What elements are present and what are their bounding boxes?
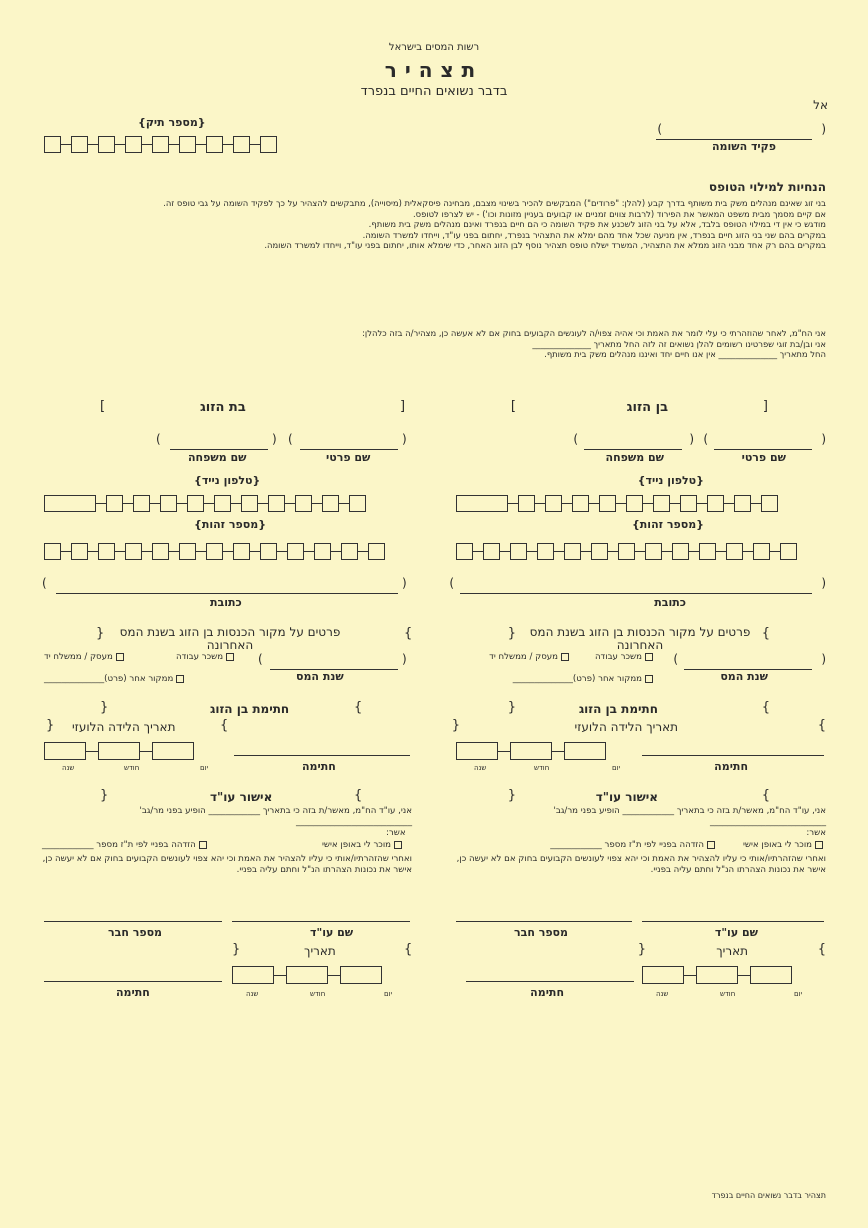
- assessor-label: פקיד השומה: [711, 140, 776, 153]
- instruction-line: אם קיים מסמך מבית משפט המאשר את הפירוד (לרבות צווים זמניים או קבועים בעניין מזונות וכו') - יש לצרפו לטופס.: [412, 208, 826, 219]
- male-heading-close-bracket: ]: [510, 399, 516, 414]
- bracket: }: [354, 700, 363, 715]
- bracket: }: [761, 700, 770, 715]
- female-date-day-label: יום: [384, 990, 393, 998]
- male-heading: בן הזוג: [626, 400, 668, 415]
- female-last-name-field[interactable]: [170, 436, 268, 450]
- opt-label: מעסק / ממשלח יד: [44, 652, 113, 662]
- male-member-no-label: מספר חבר: [513, 926, 568, 939]
- bracket: {: [100, 788, 109, 803]
- male-date-year-label: שנה: [656, 990, 669, 998]
- paren: (: [402, 652, 407, 666]
- female-lawyer-signature-label: חתימה: [116, 986, 150, 999]
- female-last-name-label: שם משפחה: [188, 451, 247, 464]
- male-lawyer-name-label: שם עו"ד: [714, 926, 758, 939]
- bracket: {: [46, 718, 55, 733]
- paren: (: [402, 576, 407, 590]
- bracket: {: [507, 626, 516, 641]
- bracket: {: [637, 942, 646, 957]
- bracket: {: [507, 700, 516, 715]
- declaration-line: החל מתאריך ______________ אין אנו חיים יחד ואיננו מנהלים משק בית משותף.: [544, 349, 826, 359]
- male-lawyer-text1: אני, עו"ד הח"מ, מאשר/ת בזה כי בתאריך ____________ הופיע בפני מר/גב' ___________________________: [553, 806, 826, 827]
- bracket: {: [507, 788, 516, 803]
- female-lawyer-text3: ואחרי שהזהרתיו/אותי כי עליו להצהיר את האמת וכי יהא צפוי לעונשים הקבועים בחוק אם לא יעשה כן, אישר את נכונות הצהרתו הנ"ל וחתם עליה בפניי.: [42, 854, 412, 875]
- female-birth-date-label: תאריך הלידה הלועזי: [72, 720, 176, 734]
- declaration-line: אני ובן/בת זוגי שפרטינו רשומים להלן נשואים זה לזה החל מתאריך ______________: [532, 338, 826, 349]
- instruction-line: מודגש כי אין די במילוי הטופס בלבד, אלא על בני הזוג לשכנע את פקיד השומה כי הם חיים בנפרד ואינם מנהלים משק בית משותף.: [368, 219, 826, 229]
- instruction-line: במקרים בהם שני בני הזוג חיים בנפרד, אין מניעה שכל אחד מהם ימלא את התצהיר בנפרד, יחתום בפני עו"ד, וייחדו למשרד השומה.: [362, 229, 826, 240]
- male-lawyer-signature-label: חתימה: [530, 986, 564, 999]
- paren: (: [821, 576, 826, 590]
- female-opt-known[interactable]: [322, 840, 405, 851]
- assessor-close-paren: ): [657, 122, 662, 136]
- male-lawyer-text3: ואחרי שהזהרתיו/אותי כי עליו להצהיר את האמת וכי יהא צפוי לעונשים הקבועים בחוק אם לא יעשה כן, אישר את נכונות הצהרתו הנ"ל וחתם עליה בפניי.: [456, 854, 826, 875]
- checkbox-icon[interactable]: [815, 841, 823, 849]
- male-address-label: כתובת: [654, 596, 686, 609]
- female-date-boxes[interactable]: [232, 966, 382, 984]
- female-date-year-label: שנה: [246, 990, 259, 998]
- instructions-title: הנחיות למילוי הטופס: [708, 180, 826, 194]
- female-lawyer-name-field[interactable]: [232, 908, 410, 922]
- paren: ): [288, 432, 293, 446]
- female-day-label: יום: [200, 764, 209, 772]
- male-signature-label: חתימה: [714, 760, 748, 773]
- female-birth-date-boxes[interactable]: [44, 742, 194, 760]
- male-mobile-label: {טלפון נייד}: [637, 474, 704, 487]
- bracket: }: [404, 942, 413, 957]
- male-signature-title: חתימת בן הזוג: [578, 702, 658, 716]
- footer-text: תצהיר בדבר נשואים החיים בנפרד: [711, 1191, 826, 1200]
- female-signature-title: חתימת בן הזוג: [210, 702, 290, 716]
- female-address-label: כתובת: [210, 596, 242, 609]
- female-id-boxes[interactable]: [44, 543, 385, 560]
- male-lawyer-title: אישור עו"ד: [595, 790, 658, 804]
- male-date-day-label: יום: [794, 990, 803, 998]
- opt-label: הזדהה בפניי לפי ת"ז מספר ____________: [42, 840, 196, 850]
- bracket: {: [232, 942, 241, 957]
- male-date-boxes[interactable]: [642, 966, 792, 984]
- female-opt-business[interactable]: [44, 652, 127, 663]
- assessor-open-paren: (: [821, 122, 826, 136]
- female-first-name-field[interactable]: [300, 436, 398, 450]
- bracket: ]: [100, 399, 106, 414]
- male-first-name-field[interactable]: [714, 436, 812, 450]
- female-first-name-label: שם פרטי: [326, 451, 371, 464]
- female-tax-year-label: שנת המס: [296, 670, 344, 683]
- instructions-body: [42, 198, 826, 251]
- female-id-label: {מספר זהות}: [194, 518, 267, 531]
- paren: ): [703, 432, 708, 446]
- opt-label: ממקור אחר (פרט)______________: [44, 674, 174, 684]
- female-signature-field[interactable]: [234, 742, 410, 756]
- declaration: [42, 328, 826, 360]
- female-year-label: שנה: [62, 764, 75, 772]
- female-lawyer-title: אישור עו"ד: [210, 790, 273, 804]
- paren: (: [689, 432, 694, 446]
- male-tax-year-label: שנת המס: [720, 670, 768, 683]
- male-address-field[interactable]: [460, 580, 812, 594]
- female-lawyer-name-label: שם עו"ד: [310, 926, 354, 939]
- female-lawyer-text2: אשר:: [386, 828, 406, 838]
- male-opt-other[interactable]: [513, 674, 656, 685]
- female-mobile-label: {טלפון נייד}: [194, 474, 261, 487]
- checkbox-icon[interactable]: [707, 841, 715, 849]
- form-title: תצהיר: [384, 58, 484, 82]
- bracket: }: [761, 788, 770, 803]
- female-address-field[interactable]: [56, 580, 398, 594]
- male-tax-year-field[interactable]: [684, 656, 812, 670]
- paren: ): [573, 432, 578, 446]
- paren: (: [821, 652, 826, 666]
- bracket: }: [761, 626, 770, 641]
- female-member-no-field[interactable]: [44, 908, 222, 922]
- paren: ): [258, 652, 263, 666]
- paren: ): [449, 576, 454, 590]
- male-date-month-label: חודש: [720, 990, 736, 998]
- bracket: [: [400, 399, 406, 414]
- opt-label: מוכר לי באופן אישי: [322, 840, 392, 850]
- bracket: }: [817, 718, 826, 733]
- file-number-label: {מספר תיק}: [138, 116, 206, 129]
- female-heading: בת הזוג: [200, 400, 246, 415]
- bracket: }: [220, 718, 229, 733]
- authority-name: רשות המסים בישראל: [388, 42, 480, 53]
- checkbox-icon[interactable]: [645, 653, 653, 661]
- female-mobile-boxes[interactable]: [44, 495, 366, 512]
- file-number-boxes[interactable]: [44, 136, 277, 153]
- female-member-no-label: מספר חבר: [108, 926, 163, 939]
- male-opt-identified[interactable]: [550, 840, 718, 851]
- declaration-line: אני הח"מ, לאחר שהוזהרתי כי עלי לומר את האמת וכי אהיה צפוי/ה לעונשים הקבועים בחוק אם לא אעשה כן, מצהיר/ה בזה כלהלן:: [362, 328, 826, 338]
- male-mobile-boxes[interactable]: [456, 495, 778, 512]
- assessor-field[interactable]: [656, 126, 812, 140]
- male-date-label: תאריך: [716, 944, 748, 958]
- checkbox-icon[interactable]: [645, 675, 653, 683]
- female-lawyer-signature-field[interactable]: [44, 966, 222, 982]
- bracket: }: [404, 626, 413, 641]
- bracket: {: [451, 718, 460, 733]
- paren: (: [402, 432, 407, 446]
- paren: ): [42, 576, 47, 590]
- paren: ): [156, 432, 161, 446]
- checkbox-icon[interactable]: [394, 841, 402, 849]
- opt-label: משכר עבודה: [594, 652, 642, 662]
- male-id-label: {מספר זהות}: [631, 518, 704, 531]
- male-lawyer-text2: אשר:: [806, 828, 826, 838]
- form-subtitle: בדבר נשואים החיים בנפרד: [360, 84, 508, 99]
- bracket: }: [354, 788, 363, 803]
- female-opt-other[interactable]: [44, 674, 187, 685]
- instruction-line: בני זוג שאינם מנהלים משק בית משותף בדרך קבע (להלן: "פרודים") המבקשים להכיר בשינוי מצבם, מבחינה פיסקאלית (מיסוייה), מתבקשים להצהיר על כך לפקיד השומה על גבי טופס זה.: [163, 198, 826, 208]
- female-signature-label: חתימה: [302, 760, 336, 773]
- paren: (: [272, 432, 277, 446]
- paren: (: [821, 432, 826, 446]
- checkbox-icon[interactable]: [116, 653, 124, 661]
- opt-label: ממקור אחר (פרט)______________: [512, 674, 642, 684]
- female-date-month-label: חודש: [310, 990, 326, 998]
- opt-label: מוכר לי באופן אישי: [742, 840, 812, 850]
- male-opt-salary[interactable]: [595, 652, 656, 663]
- checkbox-icon[interactable]: [199, 841, 207, 849]
- male-lawyer-name-field[interactable]: [642, 908, 824, 922]
- male-birth-date-label: תאריך הלידה הלועזי: [574, 720, 678, 734]
- male-opt-business[interactable]: [489, 652, 572, 663]
- male-last-name-label: שם משפחה: [605, 451, 664, 464]
- female-opt-identified[interactable]: [42, 840, 210, 851]
- opt-label: הזדהה בפניי לפי ת"ז מספר ____________: [550, 840, 704, 850]
- checkbox-icon[interactable]: [176, 675, 184, 683]
- male-signature-field[interactable]: [642, 742, 824, 756]
- instruction-line: במקרים בהם רק אחד מבני הזוג ממלא את התצהיר, המשרד ישלח טופס תצהיר נוסף לבן הזוג האחר, כדי שימלא אותו, יחתום בפני עו"ד, וייחדו למשרד השומה.: [264, 240, 826, 250]
- bracket: }: [817, 942, 826, 957]
- male-last-name-field[interactable]: [584, 436, 682, 450]
- male-member-no-field[interactable]: [456, 908, 632, 922]
- female-lawyer-text1: אני, עו"ד הח"מ, מאשר/ת בזה כי בתאריך ____________ הופיע בפני מר/גב' ___________________________: [139, 806, 412, 827]
- male-opt-known[interactable]: [743, 840, 826, 851]
- male-id-boxes[interactable]: [456, 543, 797, 560]
- male-month-label: חודש: [534, 764, 550, 772]
- to-label: אל: [813, 98, 828, 112]
- checkbox-icon[interactable]: [561, 653, 569, 661]
- male-lawyer-signature-field[interactable]: [466, 966, 634, 982]
- female-month-label: חודש: [124, 764, 140, 772]
- female-date-label: תאריך: [304, 944, 336, 958]
- paren: ): [673, 652, 678, 666]
- bracket: {: [100, 700, 109, 715]
- male-first-name-label: שם פרטי: [741, 451, 786, 464]
- male-day-label: יום: [612, 764, 621, 772]
- male-birth-date-boxes[interactable]: [456, 742, 606, 760]
- bracket: {: [96, 626, 105, 641]
- female-opt-salary[interactable]: [176, 652, 237, 663]
- checkbox-icon[interactable]: [226, 653, 234, 661]
- female-income-title: פרטים על מקור הכנסות בן הזוג בשנת המס האחרונה: [119, 625, 341, 652]
- opt-label: משכר עבודה: [176, 652, 224, 662]
- male-income-title: פרטים על מקור הכנסות בן הזוג בשנת המס האחרונה: [529, 625, 751, 652]
- male-year-label: שנה: [474, 764, 487, 772]
- female-tax-year-field[interactable]: [270, 656, 398, 670]
- male-heading-open-bracket: [: [762, 399, 768, 414]
- opt-label: מעסק / ממשלח יד: [489, 652, 558, 662]
